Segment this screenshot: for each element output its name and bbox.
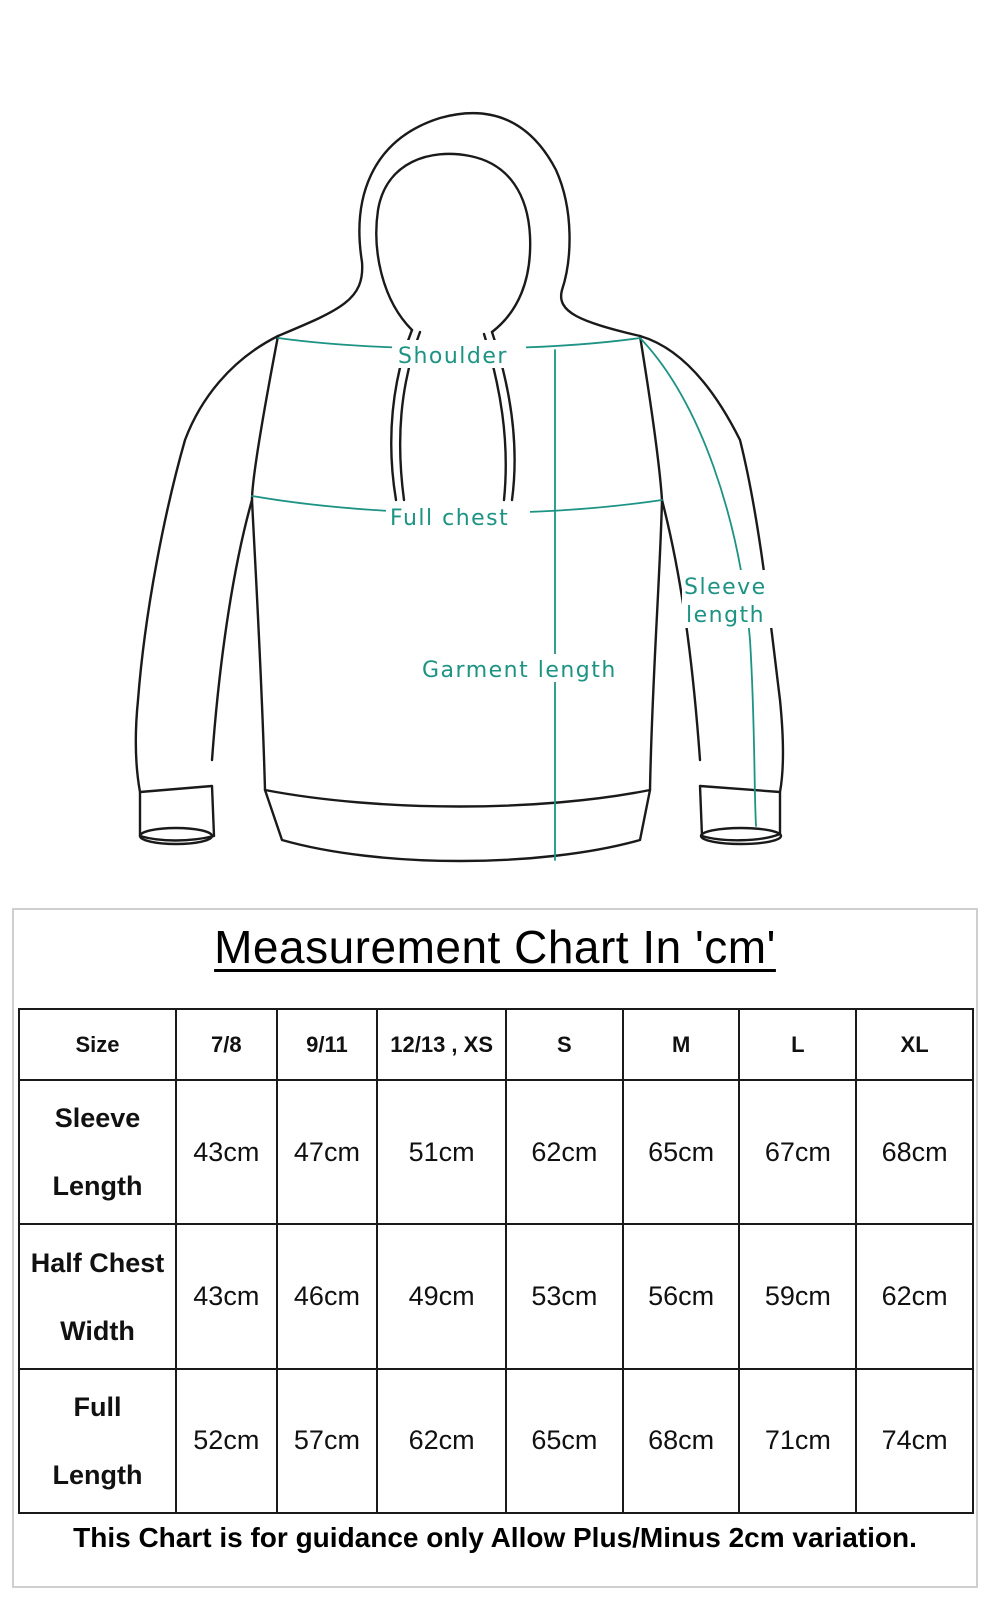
left-sleeve-inner: [212, 500, 252, 760]
row-label: [19, 1080, 176, 1224]
table-cell: 62cm: [377, 1369, 506, 1513]
row-label-line2: Length: [52, 1171, 143, 1202]
table-cell: 53cm: [506, 1224, 623, 1368]
size-column-header: 12/13 , XS: [377, 1009, 506, 1080]
table-cell: 65cm: [623, 1080, 740, 1224]
hood-outer: [278, 113, 640, 336]
table-cell: 68cm: [623, 1369, 740, 1513]
row-label-line1: Half Chest: [30, 1247, 165, 1278]
sleeve-length-label-line2: length: [686, 603, 766, 628]
sleeve-length-label-line1: Sleeve: [684, 575, 767, 600]
row-label: [19, 1224, 176, 1368]
table-cell: 65cm: [506, 1369, 623, 1513]
table-cell: 57cm: [277, 1369, 378, 1513]
table-cell: 52cm: [176, 1369, 277, 1513]
row-label-line1: Sleeve: [54, 1103, 141, 1134]
garment-length-label: Garment length: [422, 658, 617, 683]
row-label: [19, 1369, 176, 1513]
measurement-guides: [252, 338, 782, 860]
table-cell: 43cm: [176, 1080, 277, 1224]
full-chest-label: Full chest: [390, 506, 510, 531]
table-cell: 47cm: [277, 1080, 378, 1224]
size-column-header: 9/11: [277, 1009, 378, 1080]
shoulder-label: Shoulder: [398, 344, 508, 369]
table-cell: 67cm: [739, 1080, 856, 1224]
table-cell: 59cm: [739, 1224, 856, 1368]
chart-title: Measurement Chart In 'cm': [214, 921, 776, 973]
table-cell: 62cm: [506, 1080, 623, 1224]
table-cell: 71cm: [739, 1369, 856, 1513]
size-table: [18, 1008, 974, 1514]
size-column-header: 7/8: [176, 1009, 277, 1080]
size-column-header: L: [739, 1009, 856, 1080]
table-cell: 43cm: [176, 1224, 277, 1368]
table-cell: 62cm: [856, 1224, 973, 1368]
measurement-chart: [12, 908, 978, 1588]
table-row-sleeve-length: [19, 1080, 973, 1224]
table-cell: 74cm: [856, 1369, 973, 1513]
table-cell: 68cm: [856, 1080, 973, 1224]
table-row-half-chest-width: [19, 1224, 973, 1368]
left-cuff: [140, 786, 214, 841]
size-column-header: XL: [856, 1009, 973, 1080]
chart-footnote: This Chart is for guidance only Allow Plus/Minus 2cm variation.: [73, 1522, 917, 1553]
right-sleeve-inner: [662, 500, 700, 760]
table-cell: 56cm: [623, 1224, 740, 1368]
table-header-row: [19, 1009, 973, 1080]
right-cuff-opening: [701, 828, 781, 844]
row-label-line2: Length: [52, 1459, 143, 1490]
hood-inner: [376, 154, 530, 332]
table-cell: 46cm: [277, 1224, 378, 1368]
row-label-line1: Full: [73, 1391, 122, 1422]
size-column-header: M: [623, 1009, 740, 1080]
hoodie-outline: [136, 113, 783, 861]
size-column-header: S: [506, 1009, 623, 1080]
table-row-full-length: [19, 1369, 973, 1513]
chart-title-wrap: [14, 920, 976, 974]
size-header-label: Size: [19, 1009, 176, 1080]
waistband: [265, 790, 650, 861]
table-cell: 51cm: [377, 1080, 506, 1224]
table-cell: 49cm: [377, 1224, 506, 1368]
row-label-line2: Width: [60, 1315, 135, 1346]
right-cuff: [700, 786, 780, 840]
